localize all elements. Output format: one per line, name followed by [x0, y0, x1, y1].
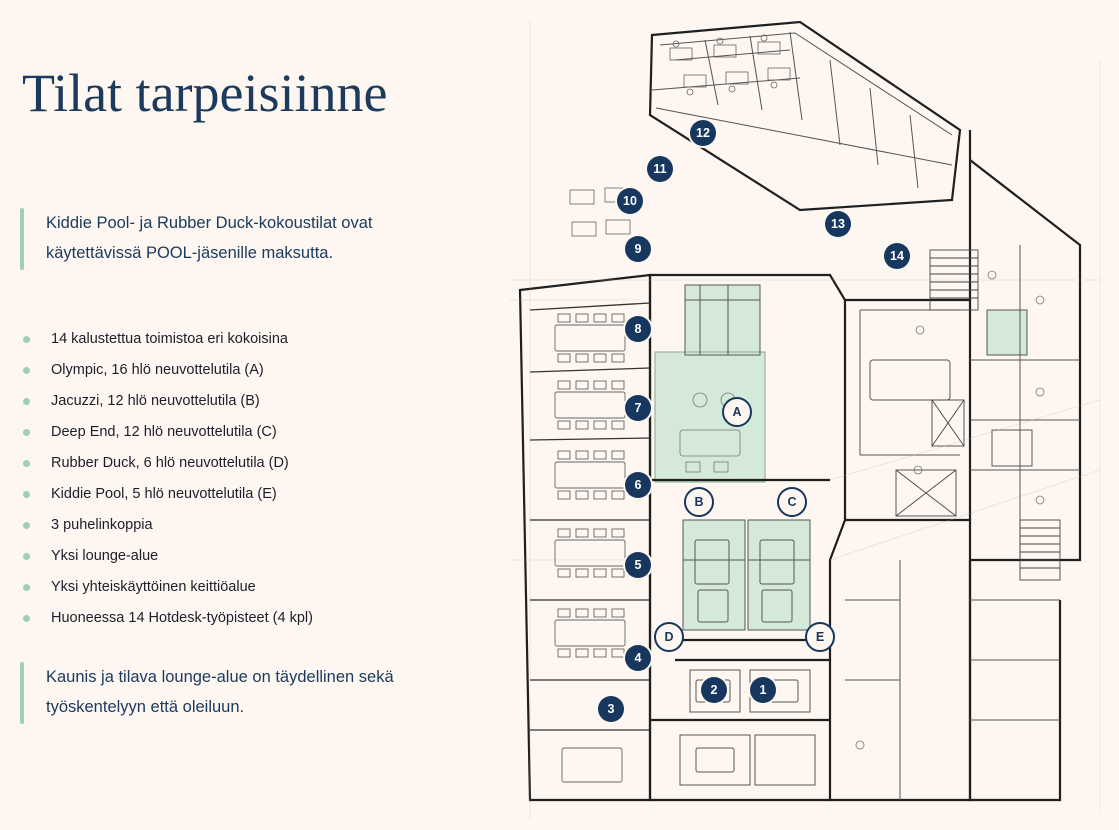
list-item-label: Rubber Duck, 6 hlö neuvottelutila (D) — [51, 455, 289, 471]
bullet-dot-icon — [23, 398, 30, 405]
list-item — [20, 545, 470, 576]
page-title: Tilat tarpeisiinne — [22, 63, 388, 123]
room-marker-8[interactable]: 8 — [625, 316, 651, 342]
highlighted-rooms — [655, 285, 1027, 630]
list-item-label: Huoneessa 14 Hotdesk-työpisteet (4 kpl) — [51, 610, 313, 626]
room-marker-9[interactable]: 9 — [625, 236, 651, 262]
list-item — [20, 514, 470, 545]
floorplan-figure — [500, 0, 1119, 830]
bullet-dot-icon — [23, 584, 30, 591]
room-marker-2[interactable]: 2 — [701, 677, 727, 703]
room-marker-6[interactable]: 6 — [625, 472, 651, 498]
bullet-dot-icon — [23, 429, 30, 436]
meeting-room-marker-e[interactable]: E — [805, 622, 835, 652]
room-marker-3[interactable]: 3 — [598, 696, 624, 722]
bullet-dot-icon — [23, 367, 30, 374]
meeting-room-marker-a[interactable]: A — [722, 397, 752, 427]
room-marker-12[interactable]: 12 — [690, 120, 716, 146]
list-item — [20, 359, 470, 390]
highlight-quote-top-text: Kiddie Pool- ja Rubber Duck-kokoustilat ovat käytettävissä POOL-jäsenille maksutta. — [46, 214, 373, 262]
list-item-label: Deep End, 12 hlö neuvottelutila (C) — [51, 424, 277, 440]
list-item — [20, 452, 470, 483]
list-item-label: Jacuzzi, 12 hlö neuvottelutila (B) — [51, 393, 260, 409]
meeting-room-marker-d[interactable]: D — [654, 622, 684, 652]
room-marker-14[interactable]: 14 — [884, 243, 910, 269]
list-item — [20, 607, 470, 638]
list-item-label: Kiddie Pool, 5 hlö neuvottelutila (E) — [51, 486, 277, 502]
accent-bar — [20, 208, 24, 270]
room-marker-13[interactable]: 13 — [825, 211, 851, 237]
room-marker-4[interactable]: 4 — [625, 645, 651, 671]
meeting-room-marker-b[interactable]: B — [684, 487, 714, 517]
room-marker-5[interactable]: 5 — [625, 552, 651, 578]
room-marker-1[interactable]: 1 — [750, 677, 776, 703]
list-item-label: Olympic, 16 hlö neuvottelutila (A) — [51, 362, 264, 378]
list-item — [20, 328, 470, 359]
highlight-quote-top — [20, 208, 450, 270]
room-marker-7[interactable]: 7 — [625, 395, 651, 421]
list-item — [20, 421, 470, 452]
floorplan-drawing — [500, 0, 1119, 830]
room-marker-10[interactable]: 10 — [617, 188, 643, 214]
left-content-column — [0, 0, 500, 830]
accent-bar — [20, 662, 24, 724]
bullet-dot-icon — [23, 460, 30, 467]
bullet-dot-icon — [23, 553, 30, 560]
highlight-quote-bottom — [20, 662, 450, 724]
list-item-label: 3 puhelinkoppia — [51, 517, 153, 533]
bullet-dot-icon — [23, 522, 30, 529]
feature-bullet-list — [20, 328, 470, 638]
list-item — [20, 390, 470, 421]
bullet-dot-icon — [23, 615, 30, 622]
highlight-quote-bottom-text: Kaunis ja tilava lounge-alue on täydellinen sekä työskentelyyn että oleiluun. — [46, 668, 394, 716]
bullet-dot-icon — [23, 491, 30, 498]
bullet-dot-icon — [23, 336, 30, 343]
meeting-room-marker-c[interactable]: C — [777, 487, 807, 517]
list-item — [20, 576, 470, 607]
list-item — [20, 483, 470, 514]
list-item-label: Yksi lounge-alue — [51, 548, 159, 564]
room-marker-11[interactable]: 11 — [647, 156, 673, 182]
list-item-label: 14 kalustettua toimistoa eri kokoisina — [51, 331, 288, 347]
list-item-label: Yksi yhteiskäyttöinen keittiöalue — [51, 579, 256, 595]
